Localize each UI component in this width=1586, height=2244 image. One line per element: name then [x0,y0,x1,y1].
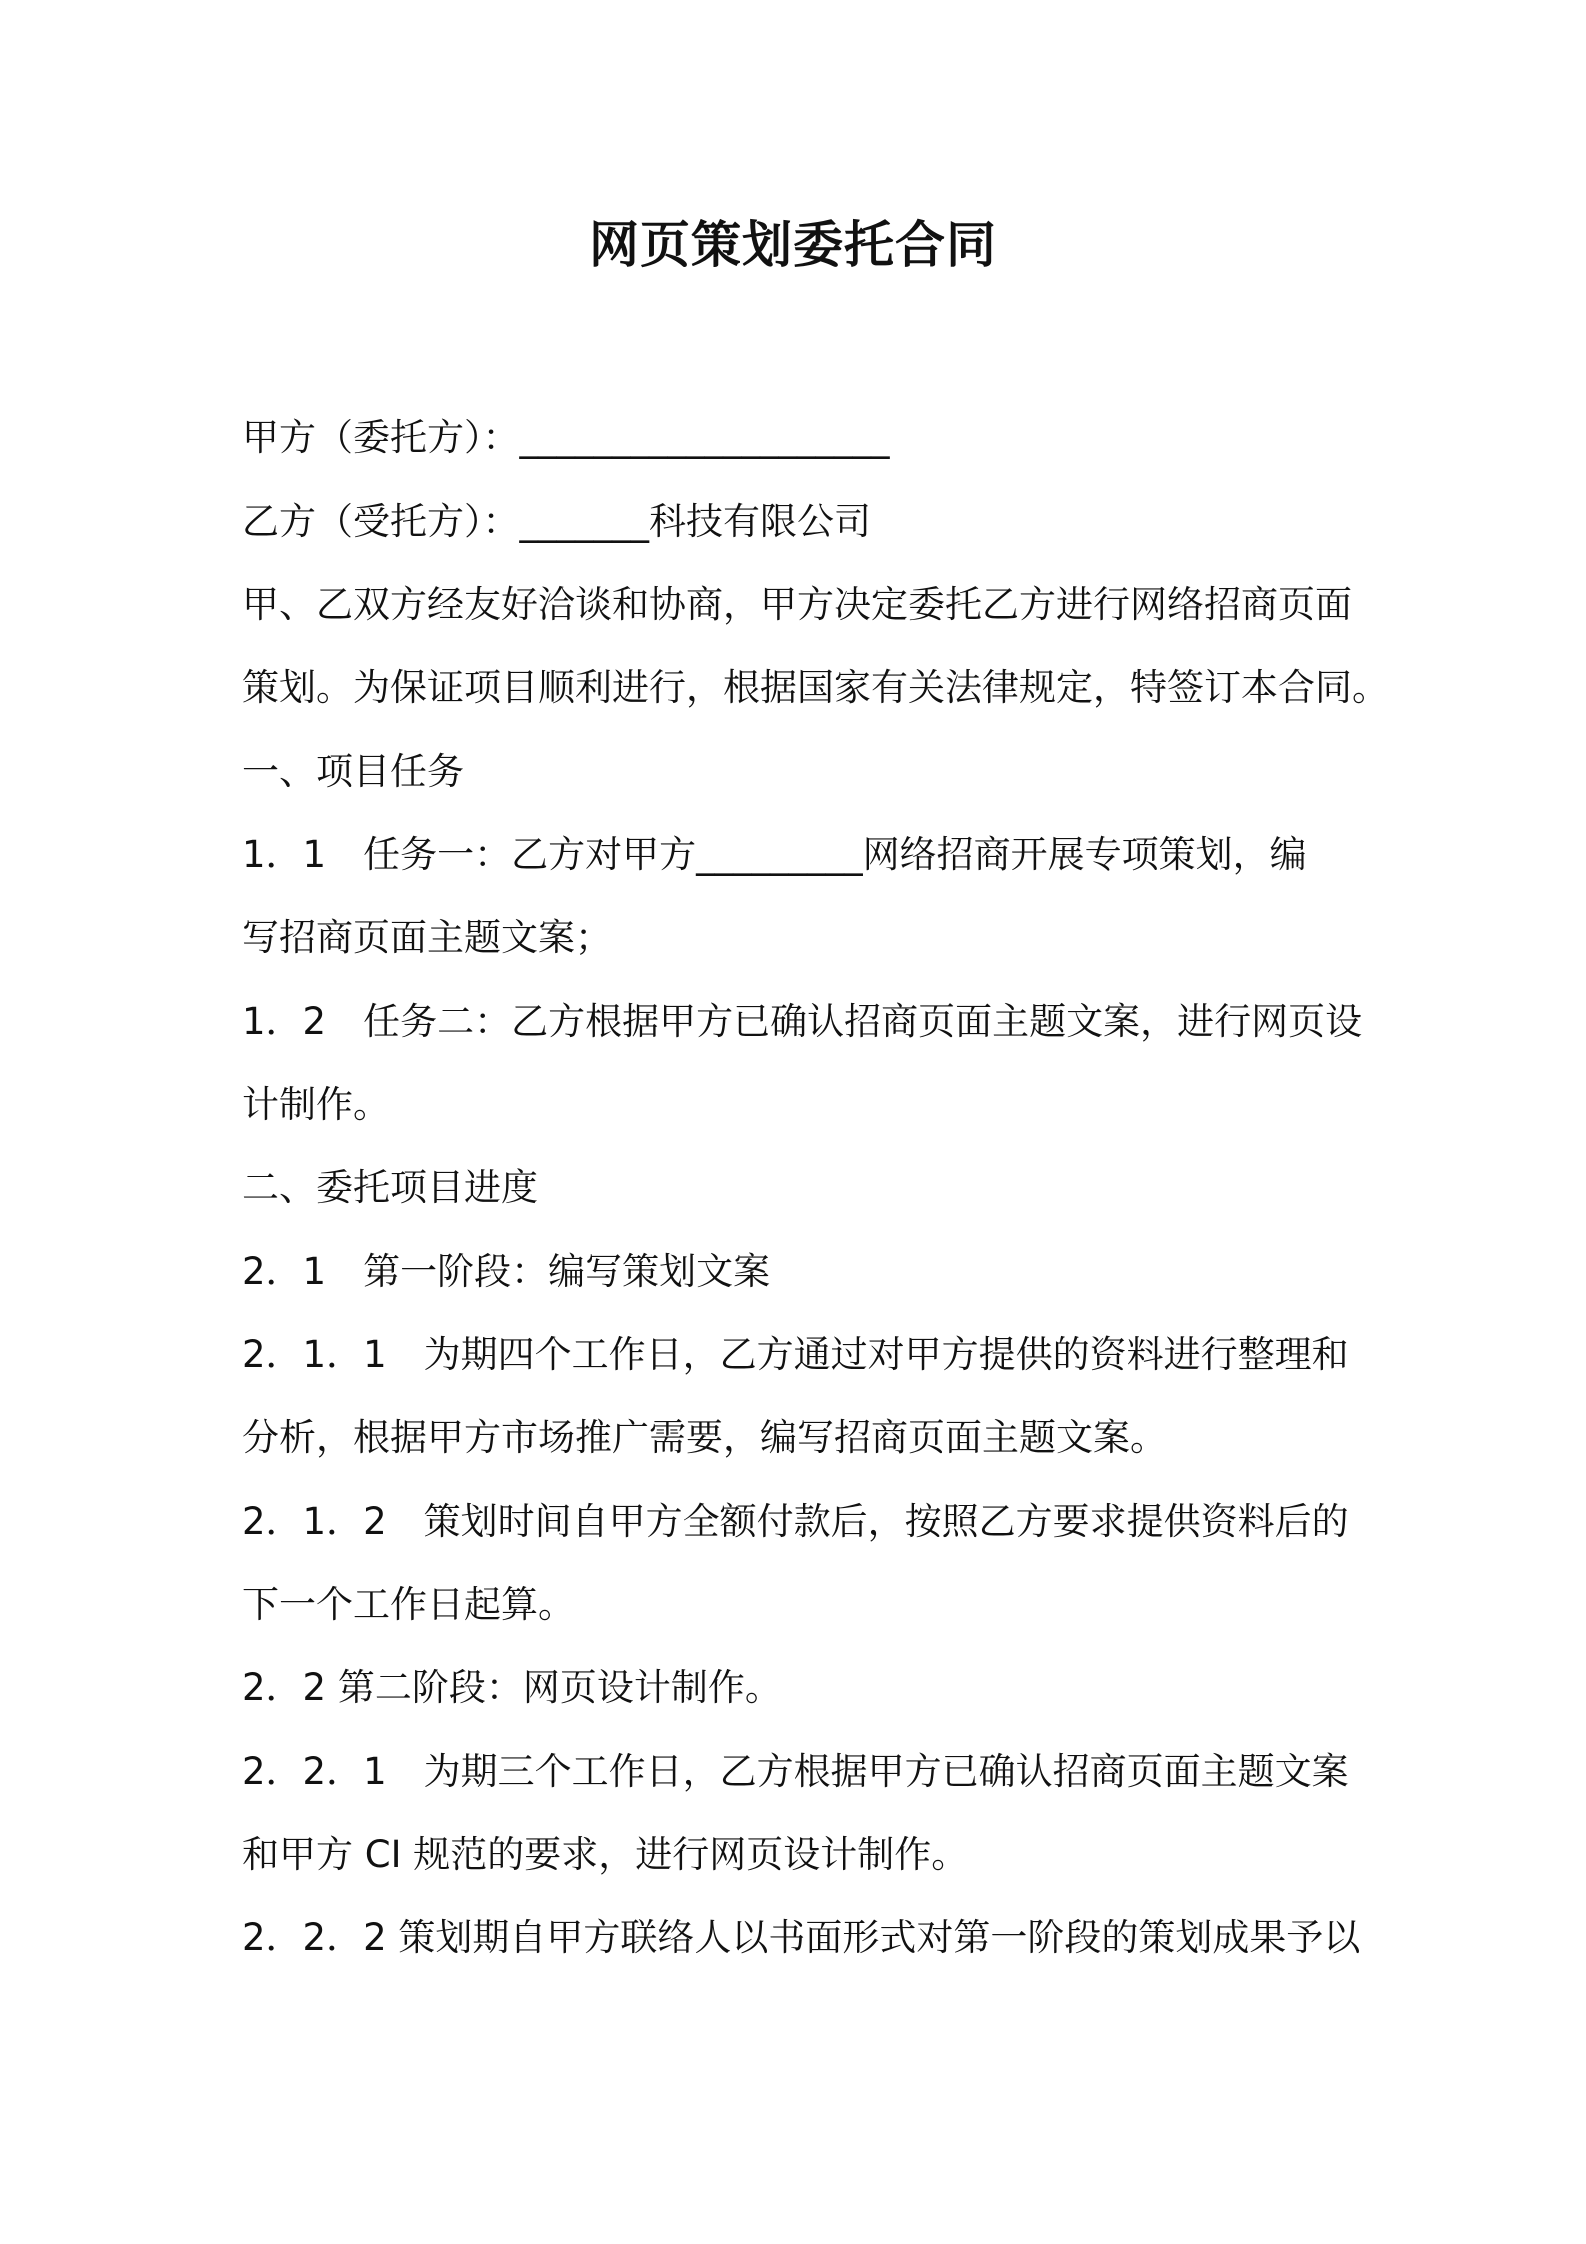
party-a-line: 甲方（委托方）：____________________ [242,416,890,459]
clause-1-2-line-2: 计制作。 [242,1083,390,1126]
intro-line-1: 甲、乙双方经友好洽谈和协商，甲方决定委托乙方进行网络招商页面 [242,583,1352,626]
intro-line-2: 策划。为保证项目顺利进行，根据国家有关法律规定，特签订本合同。 [242,666,1389,709]
party-b-line: 乙方（受托方）：_______科技有限公司 [242,500,871,543]
clause-2-2-1-line-1: 2．2．1 为期三个工作日，乙方根据甲方已确认招商页面主题文案 [242,1750,1349,1793]
section-heading-1: 一、项目任务 [242,750,464,793]
clause-2-2: 2．2 第二阶段：网页设计制作。 [242,1666,782,1709]
clause-1-2-line-1: 1．2 任务二：乙方根据甲方已确认招商页面主题文案，进行网页设 [242,1000,1363,1043]
clause-1-1-line-1: 1．1 任务一：乙方对甲方_________网络招商开展专项策划，编 [242,833,1307,876]
clause-2-1-1-line-1: 2．1．1 为期四个工作日，乙方通过对甲方提供的资料进行整理和 [242,1333,1349,1376]
clause-2-1-2-line-1: 2．1．2 策划时间自甲方全额付款后，按照乙方要求提供资料后的 [242,1500,1349,1543]
clause-2-1-2-line-2: 下一个工作日起算。 [242,1583,575,1626]
clause-2-2-2-line-1: 2．2．2 策划期自甲方联络人以书面形式对第一阶段的策划成果予以 [242,1916,1361,1959]
section-heading-2: 二、委托项目进度 [242,1166,538,1209]
clause-2-2-1-line-2: 和甲方 CI 规范的要求，进行网页设计制作。 [242,1833,969,1876]
clause-2-1: 2．1 第一阶段：编写策划文案 [242,1250,771,1293]
document-title: 网页策划委托合同 [589,216,997,274]
clause-2-1-1-line-2: 分析，根据甲方市场推广需要，编写招商页面主题文案。 [242,1416,1167,1459]
clause-1-1-line-2: 写招商页面主题文案； [242,916,612,959]
